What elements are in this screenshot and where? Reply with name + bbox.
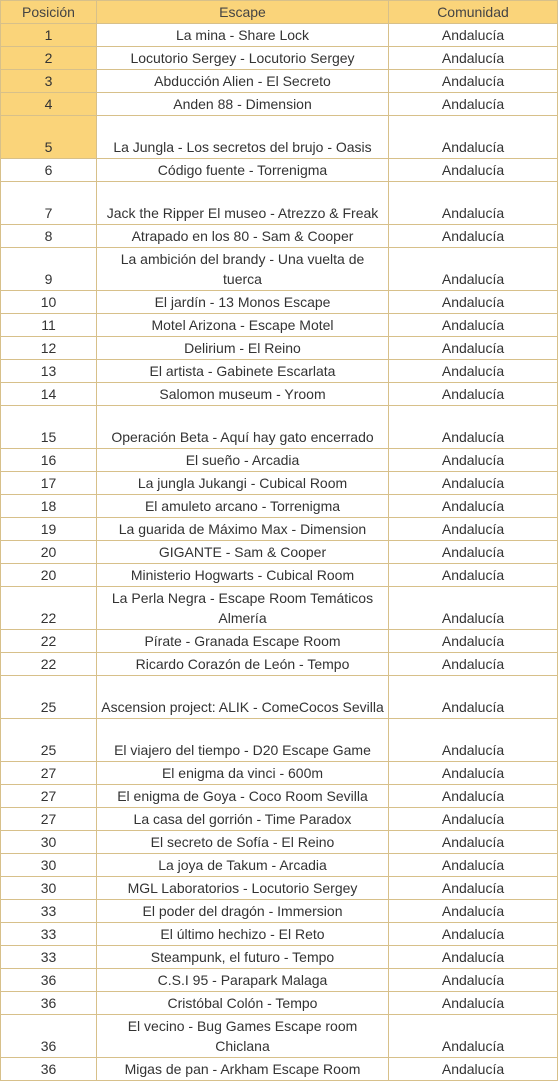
cell-position: 9 [1, 248, 97, 291]
cell-escape: Locutorio Sergey - Locutorio Sergey [97, 47, 389, 70]
cell-escape: Salomon museum - Yroom [97, 383, 389, 406]
cell-escape: Delirium - El Reino [97, 337, 389, 360]
cell-position: 22 [1, 587, 97, 630]
cell-escape: El enigma da vinci - 600m [97, 762, 389, 785]
table-row [1, 116, 558, 159]
cell-escape: La mina - Share Lock [97, 24, 389, 47]
cell-position: 36 [1, 1058, 97, 1081]
cell-escape: La guarida de Máximo Max - Dimension [97, 518, 389, 541]
cell-position: 11 [1, 314, 97, 337]
table-row [1, 541, 558, 564]
cell-escape: La Perla Negra - Escape Room Temáticos Almería [97, 587, 389, 630]
table-row [1, 159, 558, 182]
table-row [1, 406, 558, 449]
cell-community: Andalucía [389, 472, 558, 495]
cell-community: Andalucía [389, 24, 558, 47]
table-row [1, 946, 558, 969]
table-row [1, 587, 558, 630]
cell-community: Andalucía [389, 449, 558, 472]
cell-escape: MGL Laboratorios - Locutorio Sergey [97, 877, 389, 900]
header-escape: Escape [97, 1, 389, 24]
table-row [1, 47, 558, 70]
table-row [1, 1015, 558, 1058]
cell-position: 20 [1, 541, 97, 564]
cell-position: 16 [1, 449, 97, 472]
cell-position: 7 [1, 182, 97, 225]
cell-community: Andalucía [389, 877, 558, 900]
cell-community: Andalucía [389, 518, 558, 541]
cell-community: Andalucía [389, 719, 558, 762]
cell-escape: El jardín - 13 Monos Escape [97, 291, 389, 314]
cell-position: 8 [1, 225, 97, 248]
table-row [1, 1058, 558, 1081]
cell-position: 5 [1, 116, 97, 159]
table-row [1, 93, 558, 116]
cell-community: Andalucía [389, 946, 558, 969]
cell-escape: Atrapado en los 80 - Sam & Cooper [97, 225, 389, 248]
cell-position: 30 [1, 854, 97, 877]
cell-escape: El sueño - Arcadia [97, 449, 389, 472]
cell-community: Andalucía [389, 70, 558, 93]
cell-community: Andalucía [389, 831, 558, 854]
cell-community: Andalucía [389, 225, 558, 248]
table-row [1, 808, 558, 831]
cell-escape: El poder del dragón - Immersion [97, 900, 389, 923]
cell-escape: El amuleto arcano - Torrenigma [97, 495, 389, 518]
cell-community: Andalucía [389, 495, 558, 518]
cell-position: 20 [1, 564, 97, 587]
cell-community: Andalucía [389, 923, 558, 946]
cell-community: Andalucía [389, 1058, 558, 1081]
cell-position: 17 [1, 472, 97, 495]
cell-community: Andalucía [389, 406, 558, 449]
cell-escape: Jack the Ripper El museo - Atrezzo & Freak [97, 182, 389, 225]
table-row [1, 831, 558, 854]
cell-escape: Abducción Alien - El Secreto [97, 70, 389, 93]
cell-position: 27 [1, 785, 97, 808]
cell-position: 36 [1, 992, 97, 1015]
cell-community: Andalucía [389, 337, 558, 360]
header-row [1, 1, 558, 24]
cell-community: Andalucía [389, 116, 558, 159]
table-row [1, 969, 558, 992]
table-row [1, 564, 558, 587]
cell-escape: Ascension project: ALIK - ComeCocos Sevilla [97, 676, 389, 719]
cell-community: Andalucía [389, 93, 558, 116]
cell-position: 13 [1, 360, 97, 383]
cell-position: 25 [1, 719, 97, 762]
cell-escape: La Jungla - Los secretos del brujo - Oasis [97, 116, 389, 159]
table-row [1, 337, 558, 360]
cell-community: Andalucía [389, 47, 558, 70]
cell-escape: Ministerio Hogwarts - Cubical Room [97, 564, 389, 587]
cell-position: 19 [1, 518, 97, 541]
table-row [1, 992, 558, 1015]
cell-escape: El artista - Gabinete Escarlata [97, 360, 389, 383]
cell-escape: La joya de Takum - Arcadia [97, 854, 389, 877]
table-row [1, 719, 558, 762]
table-row [1, 291, 558, 314]
table-row [1, 383, 558, 406]
cell-community: Andalucía [389, 159, 558, 182]
cell-position: 18 [1, 495, 97, 518]
cell-escape: Migas de pan - Arkham Escape Room [97, 1058, 389, 1081]
cell-community: Andalucía [389, 587, 558, 630]
cell-escape: Pírate - Granada Escape Room [97, 630, 389, 653]
table-row [1, 785, 558, 808]
cell-position: 33 [1, 923, 97, 946]
cell-community: Andalucía [389, 969, 558, 992]
table-row [1, 877, 558, 900]
cell-position: 14 [1, 383, 97, 406]
cell-escape: Operación Beta - Aquí hay gato encerrado [97, 406, 389, 449]
table-row [1, 225, 558, 248]
cell-community: Andalucía [389, 1015, 558, 1058]
cell-position: 27 [1, 808, 97, 831]
cell-community: Andalucía [389, 808, 558, 831]
cell-community: Andalucía [389, 541, 558, 564]
cell-community: Andalucía [389, 630, 558, 653]
cell-position: 36 [1, 1015, 97, 1058]
table-row [1, 653, 558, 676]
cell-community: Andalucía [389, 182, 558, 225]
cell-community: Andalucía [389, 992, 558, 1015]
cell-position: 33 [1, 900, 97, 923]
table-row [1, 630, 558, 653]
cell-position: 6 [1, 159, 97, 182]
cell-escape: C.S.I 95 - Parapark Malaga [97, 969, 389, 992]
cell-position: 22 [1, 630, 97, 653]
cell-escape: El enigma de Goya - Coco Room Sevilla [97, 785, 389, 808]
table-row [1, 248, 558, 291]
table-row [1, 449, 558, 472]
cell-position: 1 [1, 24, 97, 47]
cell-escape: La ambición del brandy - Una vuelta de tuerca [97, 248, 389, 291]
table-row [1, 495, 558, 518]
cell-position: 22 [1, 653, 97, 676]
cell-community: Andalucía [389, 564, 558, 587]
cell-escape: El secreto de Sofía - El Reino [97, 831, 389, 854]
header-community: Comunidad [389, 1, 558, 24]
cell-community: Andalucía [389, 291, 558, 314]
table-row [1, 472, 558, 495]
cell-escape: El viajero del tiempo - D20 Escape Game [97, 719, 389, 762]
cell-escape: El último hechizo - El Reto [97, 923, 389, 946]
cell-position: 27 [1, 762, 97, 785]
table-row [1, 762, 558, 785]
cell-community: Andalucía [389, 248, 558, 291]
cell-escape: Código fuente - Torrenigma [97, 159, 389, 182]
cell-escape: La casa del gorrión - Time Paradox [97, 808, 389, 831]
cell-position: 30 [1, 877, 97, 900]
cell-community: Andalucía [389, 785, 558, 808]
cell-position: 25 [1, 676, 97, 719]
cell-escape: GIGANTE - Sam & Cooper [97, 541, 389, 564]
cell-escape: La jungla Jukangi - Cubical Room [97, 472, 389, 495]
cell-escape: El vecino - Bug Games Escape room Chiclana [97, 1015, 389, 1058]
cell-community: Andalucía [389, 653, 558, 676]
cell-position: 15 [1, 406, 97, 449]
cell-position: 4 [1, 93, 97, 116]
cell-community: Andalucía [389, 314, 558, 337]
table-row [1, 900, 558, 923]
cell-community: Andalucía [389, 676, 558, 719]
cell-community: Andalucía [389, 360, 558, 383]
table-row [1, 518, 558, 541]
cell-position: 33 [1, 946, 97, 969]
cell-community: Andalucía [389, 854, 558, 877]
table-row [1, 24, 558, 47]
cell-position: 12 [1, 337, 97, 360]
header-position: Posición [1, 1, 97, 24]
cell-escape: Cristóbal Colón - Tempo [97, 992, 389, 1015]
cell-escape: Ricardo Corazón de León - Tempo [97, 653, 389, 676]
table-row [1, 314, 558, 337]
cell-position: 36 [1, 969, 97, 992]
cell-position: 30 [1, 831, 97, 854]
cell-community: Andalucía [389, 900, 558, 923]
table-row [1, 360, 558, 383]
cell-position: 10 [1, 291, 97, 314]
table-row [1, 923, 558, 946]
cell-escape: Anden 88 - Dimension [97, 93, 389, 116]
cell-position: 2 [1, 47, 97, 70]
cell-position: 3 [1, 70, 97, 93]
table-row [1, 854, 558, 877]
table-row [1, 182, 558, 225]
cell-community: Andalucía [389, 383, 558, 406]
table-row [1, 676, 558, 719]
cell-escape: Motel Arizona - Escape Motel [97, 314, 389, 337]
table-row [1, 70, 558, 93]
cell-escape: Steampunk, el futuro - Tempo [97, 946, 389, 969]
cell-community: Andalucía [389, 762, 558, 785]
